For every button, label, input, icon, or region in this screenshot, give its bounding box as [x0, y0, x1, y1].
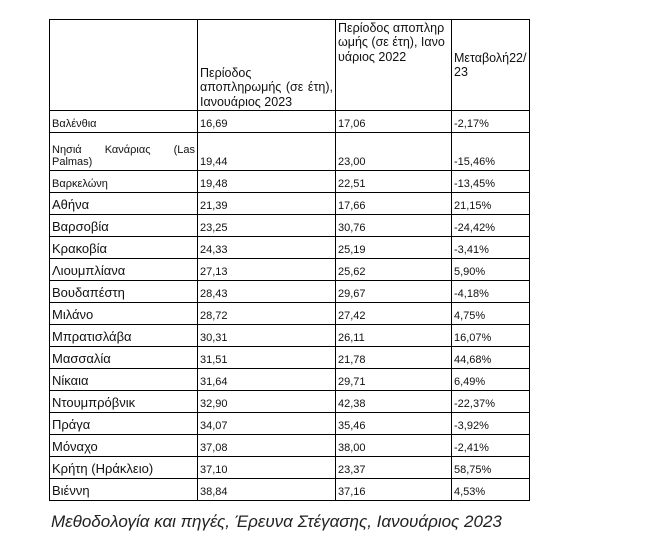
- city-cell: Βαρσοβία: [50, 215, 198, 237]
- city-cell: Ντουμπρόβνικ: [50, 391, 198, 413]
- header-payback-2022: Περίοδος αποπληρωμής (σε έτη), Ιανουάριος 2022: [336, 20, 452, 111]
- change-cell: 16,07%: [452, 325, 530, 347]
- payback-2023-cell: 23,25: [198, 215, 336, 237]
- table-row: [50, 281, 530, 303]
- change-cell: -3,92%: [452, 413, 530, 435]
- payback-2023-cell: 27,13: [198, 259, 336, 281]
- city-cell: Κρακοβία: [50, 237, 198, 259]
- change-cell: -3,41%: [452, 237, 530, 259]
- table-row: [50, 369, 530, 391]
- payback-2022-cell: 22,51: [336, 171, 452, 193]
- change-cell: -13,45%: [452, 171, 530, 193]
- city-cell: Λιουμπλίανα: [50, 259, 198, 281]
- payback-2022-cell: 30,76: [336, 215, 452, 237]
- payback-2022-cell: 29,71: [336, 369, 452, 391]
- payback-2022-cell: 23,37: [336, 457, 452, 479]
- city-cell: Βουδαπέστη: [50, 281, 198, 303]
- payback-2022-cell: 21,78: [336, 347, 452, 369]
- payback-2023-cell: 32,90: [198, 391, 336, 413]
- table-row: [50, 435, 530, 457]
- change-cell: -2,17%: [452, 111, 530, 133]
- city-cell: Μιλάνο: [50, 303, 198, 325]
- city-cell: Μασσαλία: [50, 347, 198, 369]
- change-cell: -4,18%: [452, 281, 530, 303]
- methodology-caption: Μεθοδολογία και πηγές, Έρευνα Στέγασης, Ιανουάριος 2023: [51, 512, 502, 531]
- city-cell: Αθήνα: [50, 193, 198, 215]
- payback-2022-cell: 42,38: [336, 391, 452, 413]
- city-cell: Κρήτη (Ηράκλειο): [50, 457, 198, 479]
- payback-2023-cell: 38,84: [198, 479, 336, 501]
- table-header-row: [50, 20, 530, 111]
- payback-2022-cell: 25,19: [336, 237, 452, 259]
- payback-period-table: [49, 19, 530, 501]
- payback-2023-cell: 30,31: [198, 325, 336, 347]
- header-payback-2023: Περίοδος αποπληρωμής (σε έτη), Ιανουάριος 2023: [198, 20, 336, 111]
- payback-2022-cell: 17,66: [336, 193, 452, 215]
- city-cell: Μπρατισλάβα: [50, 325, 198, 347]
- payback-2022-cell: 35,46: [336, 413, 452, 435]
- change-cell: 5,90%: [452, 259, 530, 281]
- city-cell: Βαρκελώνη: [50, 171, 198, 193]
- table-row: [50, 133, 530, 171]
- payback-2022-cell: 23,00: [336, 133, 452, 171]
- payback-2023-cell: 16,69: [198, 111, 336, 133]
- change-cell: -22,37%: [452, 391, 530, 413]
- change-cell: -15,46%: [452, 133, 530, 171]
- payback-2023-cell: 21,39: [198, 193, 336, 215]
- payback-2023-cell: 31,51: [198, 347, 336, 369]
- change-cell: 58,75%: [452, 457, 530, 479]
- change-cell: 6,49%: [452, 369, 530, 391]
- payback-2023-cell: 28,43: [198, 281, 336, 303]
- table-row: [50, 347, 530, 369]
- payback-2023-cell: 19,48: [198, 171, 336, 193]
- city-cell: Νησιά Κανάριας (Las Palmas): [50, 133, 198, 171]
- table-row: [50, 237, 530, 259]
- city-cell: Βαλένθια: [50, 111, 198, 133]
- payback-2023-cell: 28,72: [198, 303, 336, 325]
- change-cell: -24,42%: [452, 215, 530, 237]
- table-row: [50, 111, 530, 133]
- payback-2022-cell: 27,42: [336, 303, 452, 325]
- city-cell: Πράγα: [50, 413, 198, 435]
- payback-2023-cell: 19,44: [198, 133, 336, 171]
- table-row: [50, 457, 530, 479]
- table-row: [50, 259, 530, 281]
- payback-2022-cell: 38,00: [336, 435, 452, 457]
- table-row: [50, 171, 530, 193]
- payback-2023-cell: 34,07: [198, 413, 336, 435]
- table-row: [50, 325, 530, 347]
- table-row: [50, 303, 530, 325]
- change-cell: 4,75%: [452, 303, 530, 325]
- payback-2022-cell: 29,67: [336, 281, 452, 303]
- payback-2022-cell: 37,16: [336, 479, 452, 501]
- change-cell: 44,68%: [452, 347, 530, 369]
- payback-2023-cell: 31,64: [198, 369, 336, 391]
- table-row: [50, 413, 530, 435]
- city-cell: Μόναχο: [50, 435, 198, 457]
- table-row: [50, 391, 530, 413]
- payback-2023-cell: 37,08: [198, 435, 336, 457]
- payback-2022-cell: 25,62: [336, 259, 452, 281]
- header-city: [50, 20, 198, 111]
- table-row: [50, 215, 530, 237]
- payback-2023-cell: 24,33: [198, 237, 336, 259]
- change-cell: 21,15%: [452, 193, 530, 215]
- header-change: Μεταβολή22/23: [452, 20, 530, 111]
- city-cell: Βιέννη: [50, 479, 198, 501]
- table-row: [50, 193, 530, 215]
- change-cell: -2,41%: [452, 435, 530, 457]
- payback-2022-cell: 26,11: [336, 325, 452, 347]
- table-row: [50, 479, 530, 501]
- payback-2023-cell: 37,10: [198, 457, 336, 479]
- change-cell: 4,53%: [452, 479, 530, 501]
- payback-2022-cell: 17,06: [336, 111, 452, 133]
- city-cell: Νίκαια: [50, 369, 198, 391]
